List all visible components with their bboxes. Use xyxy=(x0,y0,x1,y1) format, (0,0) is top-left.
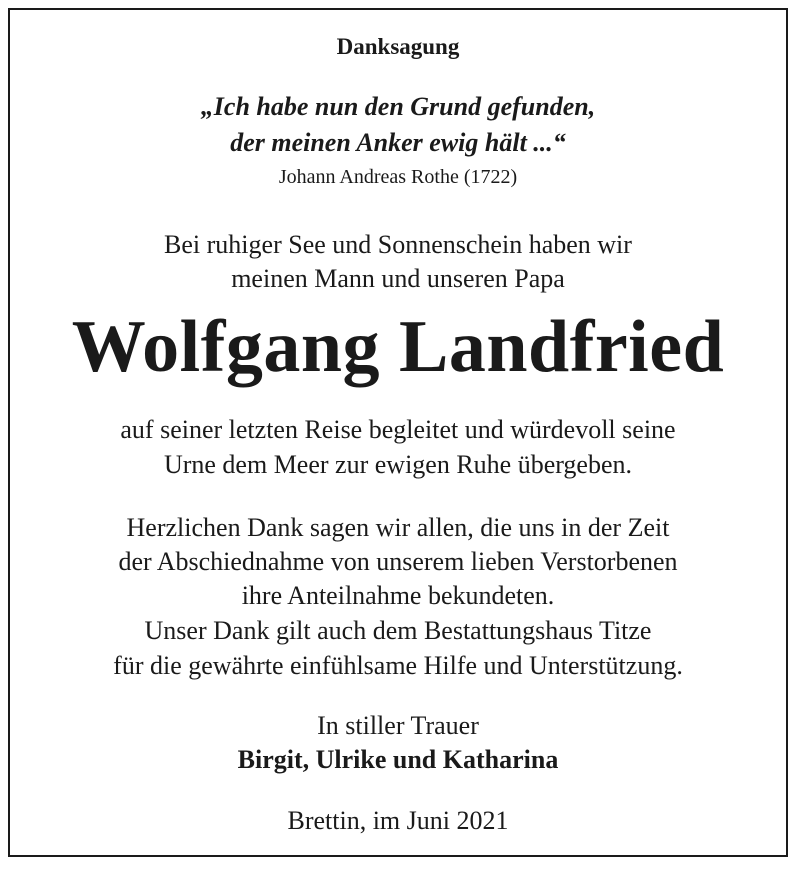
mourning-text: In stiller Trauer xyxy=(317,711,479,740)
thanks-line-2: der Abschiednahme von unserem lieben Verstorbenen xyxy=(118,547,678,576)
family-names: Birgit, Ulrike und Katharina xyxy=(237,745,559,774)
thanks-line-3: ihre Anteilnahme bekundeten. xyxy=(241,581,555,610)
farewell-line-1: auf seiner letzten Reise begleitet und würdevoll seine xyxy=(120,415,676,444)
thanks-line-1: Herzlichen Dank sagen wir allen, die uns in der Zeit xyxy=(126,513,670,542)
intro-line-2: meinen Mann und unseren Papa xyxy=(231,264,565,293)
place-date: Brettin, im Juni 2021 xyxy=(287,806,509,835)
farewell-line-2: Urne dem Meer zur ewigen Ruhe übergeben. xyxy=(163,450,633,479)
deceased-name: Wolfgang Landfried xyxy=(71,306,725,388)
obituary-notice xyxy=(8,8,788,857)
quote-line-1: „Ich habe nun den Grund gefunden, xyxy=(200,92,596,121)
thanks-line-5: für die gewährte einfühlsame Hilfe und Unterstützung. xyxy=(113,651,683,680)
intro-line-1: Bei ruhiger See und Sonnenschein haben wir xyxy=(164,230,632,259)
notice-heading: Danksagung xyxy=(336,34,460,59)
quote-attribution: Johann Andreas Rothe (1722) xyxy=(278,166,518,188)
thanks-line-4: Unser Dank gilt auch dem Bestattungshaus Titze xyxy=(144,616,652,645)
quote-line-2: der meinen Anker ewig hält ...“ xyxy=(230,128,566,157)
